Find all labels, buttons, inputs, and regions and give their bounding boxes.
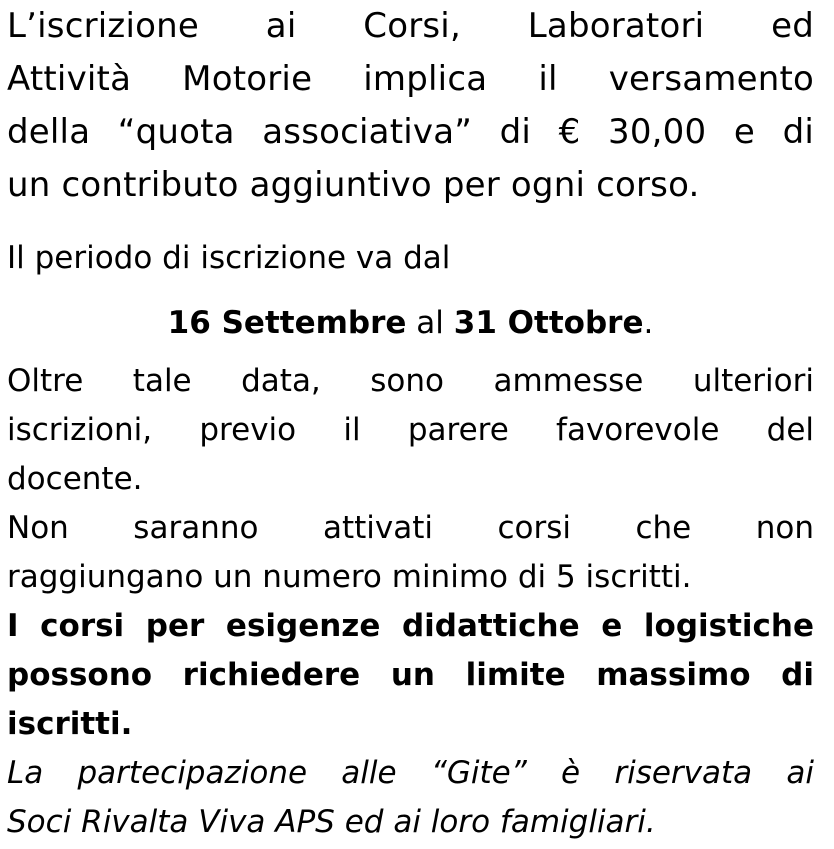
text-line: raggiungano un numero minimo di 5 iscritti. [7, 559, 692, 595]
text-line: iscritti. [7, 706, 133, 742]
text-line: La partecipazione alle “Gite” è riservata ai [7, 755, 814, 791]
period-end-punct: . [643, 305, 654, 341]
minimum-enrollment-paragraph [7, 504, 814, 602]
text-line: Oltre tale data, sono ammesse ulteriori [7, 363, 814, 399]
text-line: un contributo aggiuntivo per ogni corso. [7, 165, 700, 205]
period-start-date: 16 Settembre [167, 305, 407, 341]
text-line: possono richiedere un limite massimo di [7, 657, 814, 693]
text-line: della “quota associativa” di € 30,00 e di [7, 112, 814, 152]
enrollment-period-intro: Il periodo di iscrizione va dal [7, 240, 451, 276]
text-line: Non saranno attivati corsi che non [7, 510, 814, 546]
text-line: Soci Rivalta Viva APS ed ai loro famigliari. [7, 804, 656, 840]
text-line: L’iscrizione ai Corsi, Laboratori ed [7, 6, 814, 46]
text-line: iscrizioni, previo il parere favorevole del [7, 412, 814, 448]
enrollment-period-dates [7, 301, 814, 345]
enrollment-fee-paragraph [7, 0, 814, 212]
late-enrollment-paragraph [7, 357, 814, 504]
trips-paragraph [7, 749, 814, 847]
period-end-date: 31 Ottobre [453, 305, 644, 341]
text-line: Attività Motorie implica il versamento [7, 59, 814, 99]
text-line: I corsi per esigenze didattiche e logistiche [7, 608, 814, 644]
text-line: docente. [7, 461, 143, 497]
maximum-enrollment-paragraph [7, 602, 814, 749]
period-connector: al [416, 305, 444, 341]
